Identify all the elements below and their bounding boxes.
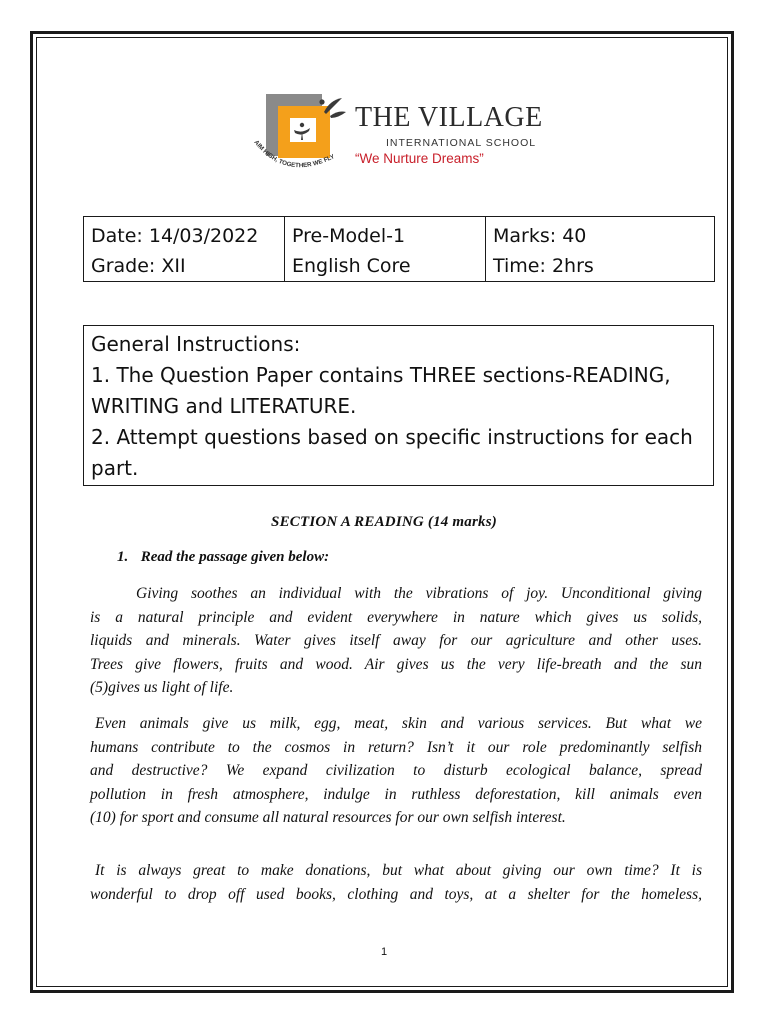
marks-time-cell [486, 217, 715, 282]
passage-line: Trees give flowers, fruits and wood. Air gives us the very life-breath and the sun [90, 655, 702, 673]
passage-line: It is always great to make donations, but what about giving our own time? It is [95, 862, 702, 879]
exam-subject: English Core [292, 255, 411, 277]
passage-line: (5)gives us light of life. [90, 679, 234, 696]
passage-paragraph-2 [90, 712, 702, 830]
instruction-line: part. [91, 456, 139, 480]
date-grade-cell [84, 217, 285, 282]
exam-time: Time: 2hrs [493, 255, 594, 277]
question-1-heading [117, 549, 329, 566]
passage-line: pollution in fresh atmosphere, indulge in ruthless deforestation, kill animals even [90, 785, 702, 803]
exam-name: Pre-Model-1 [292, 225, 406, 247]
passage-paragraph-3 [90, 859, 702, 906]
passage-line: and destructive? We expand civilization to disturb ecological balance, spread [90, 762, 702, 779]
exam-marks: Marks: 40 [493, 225, 587, 247]
exam-subject-cell [285, 217, 486, 282]
school-subtitle: INTERNATIONAL SCHOOL [386, 137, 537, 149]
question-text: Read the passage given below: [140, 549, 330, 565]
exam-date: Date: 14/03/2022 [91, 225, 259, 247]
question-number: 1. [117, 549, 129, 565]
instruction-line: 2. Attempt questions based on specific instructions for each [91, 425, 693, 449]
instruction-line: WRITING and LITERATURE. [91, 394, 357, 418]
passage-line: is a natural principle and evident everywhere in nature which gives us solids, [90, 608, 702, 626]
passage-line: liquids and minerals. Water gives itself away for our agriculture and other uses. [90, 632, 702, 649]
school-tagline: “We Nurture Dreams” [355, 151, 484, 166]
school-name: THE VILLAGE [355, 102, 543, 133]
passage-line: Giving soothes an individual with the vibrations of joy. Unconditional giving [136, 585, 702, 602]
instructions-title: General Instructions: [91, 332, 301, 356]
passage-line: wonderful to drop off used books, clothing and toys, at a shelter for the homeless, [90, 885, 702, 903]
passage-line: (10) for sport and consume all natural resources for our own selfish interest. [90, 809, 566, 826]
exam-grade: Grade: XII [91, 255, 186, 277]
general-instructions-box [83, 325, 714, 486]
page-number: 1 [380, 946, 388, 958]
passage-paragraph-1 [90, 582, 702, 700]
section-heading: SECTION A READING (14 marks) [271, 514, 497, 530]
instruction-line: 1. The Question Paper contains THREE sections-READING, [91, 363, 671, 387]
motto-text: AIM HIGH, TOGETHER WE FLY [252, 138, 336, 170]
exam-info-table [83, 216, 715, 282]
passage-line: Even animals give us milk, egg, meat, skin and various services. But what we [95, 715, 702, 732]
passage-line: humans contribute to the cosmos in return? Isn’t it our role predominantly selfish [90, 738, 702, 756]
